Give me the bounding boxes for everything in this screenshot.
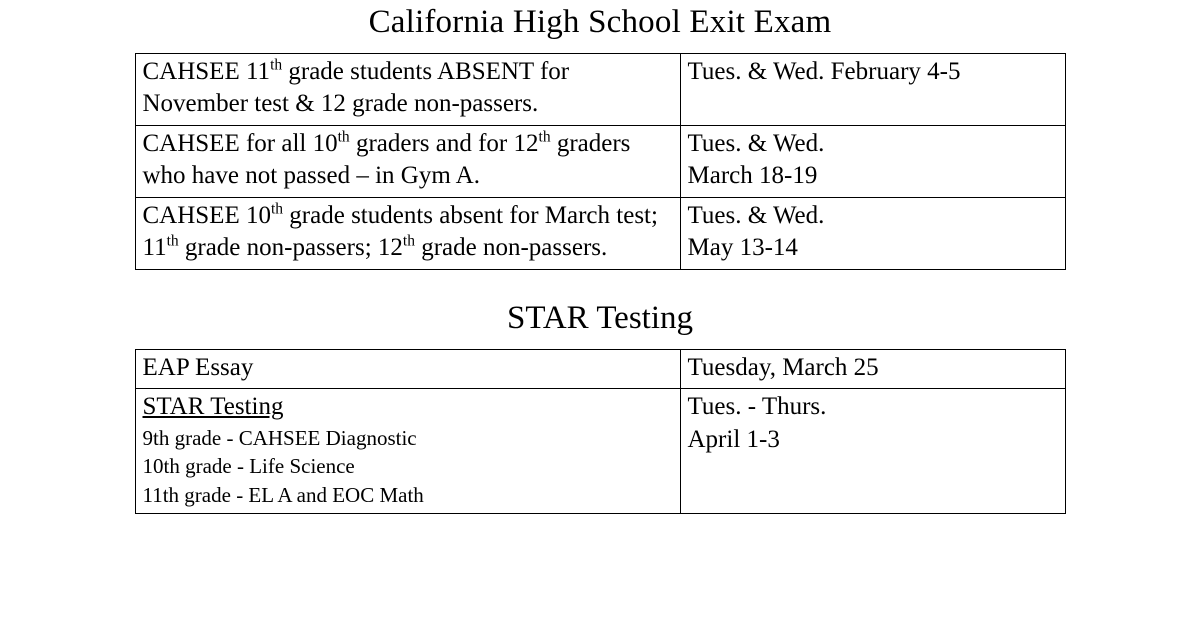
star-grade-item: 9th grade - CAHSEE Diagnostic bbox=[142, 425, 417, 450]
star-row-2-description bbox=[135, 389, 680, 514]
table-row bbox=[135, 349, 1065, 389]
date-line-1: Tues. & Wed. bbox=[687, 129, 825, 157]
ordinal-suffix: th bbox=[538, 128, 551, 146]
cahsee-row-2-description: CAHSEE for all 10th graders and for 12th graders who have not passed – in Gym A. bbox=[135, 125, 680, 197]
ordinal-suffix: th bbox=[270, 200, 284, 218]
date-line-1: Tues. & Wed. bbox=[687, 201, 825, 229]
star-row-1-date bbox=[680, 349, 1065, 389]
star-testing-heading: STAR Testing bbox=[142, 393, 284, 421]
date-line-1: Tues. - Thurs. bbox=[687, 393, 827, 421]
star-grade-item: 11th grade - EL A and EOC Math bbox=[142, 482, 424, 507]
star-row-2-date bbox=[680, 389, 1065, 514]
table-row bbox=[135, 197, 1065, 269]
document-page bbox=[0, 4, 1200, 634]
table-row bbox=[135, 389, 1065, 514]
cahsee-schedule-table bbox=[135, 53, 1066, 270]
ordinal-suffix: th bbox=[402, 233, 415, 251]
cahsee-row-2-date bbox=[680, 125, 1065, 197]
date-line-2: April 1-3 bbox=[687, 425, 780, 453]
section-title-star-testing: STAR Testing bbox=[506, 299, 694, 336]
ordinal-suffix: th bbox=[166, 233, 179, 251]
table-row bbox=[135, 125, 1065, 197]
page-title: California High School Exit Exam bbox=[368, 4, 832, 40]
cahsee-row-1-description: CAHSEE 11th grade students ABSENT for November test & 12 grade non-passers. bbox=[135, 53, 680, 125]
date-line-1: Tuesday, March 25 bbox=[687, 353, 879, 381]
star-row-1-label: EAP Essay bbox=[135, 349, 680, 389]
cahsee-row-1-date bbox=[680, 53, 1065, 125]
star-grade-item: 10th grade - Life Science bbox=[142, 454, 355, 479]
cahsee-row-3-date bbox=[680, 197, 1065, 269]
date-line-2: May 13-14 bbox=[687, 234, 798, 262]
star-testing-table bbox=[135, 349, 1066, 514]
table-row bbox=[135, 53, 1065, 125]
cahsee-row-3-description: CAHSEE 10th grade students absent for March test; 11th grade non-passers; 12th grade non-passers. bbox=[135, 197, 680, 269]
date-line-1: Tues. & Wed. February 4-5 bbox=[687, 57, 961, 85]
date-line-2: March 18-19 bbox=[687, 162, 818, 190]
ordinal-suffix: th bbox=[270, 56, 283, 74]
ordinal-suffix: th bbox=[337, 128, 350, 146]
